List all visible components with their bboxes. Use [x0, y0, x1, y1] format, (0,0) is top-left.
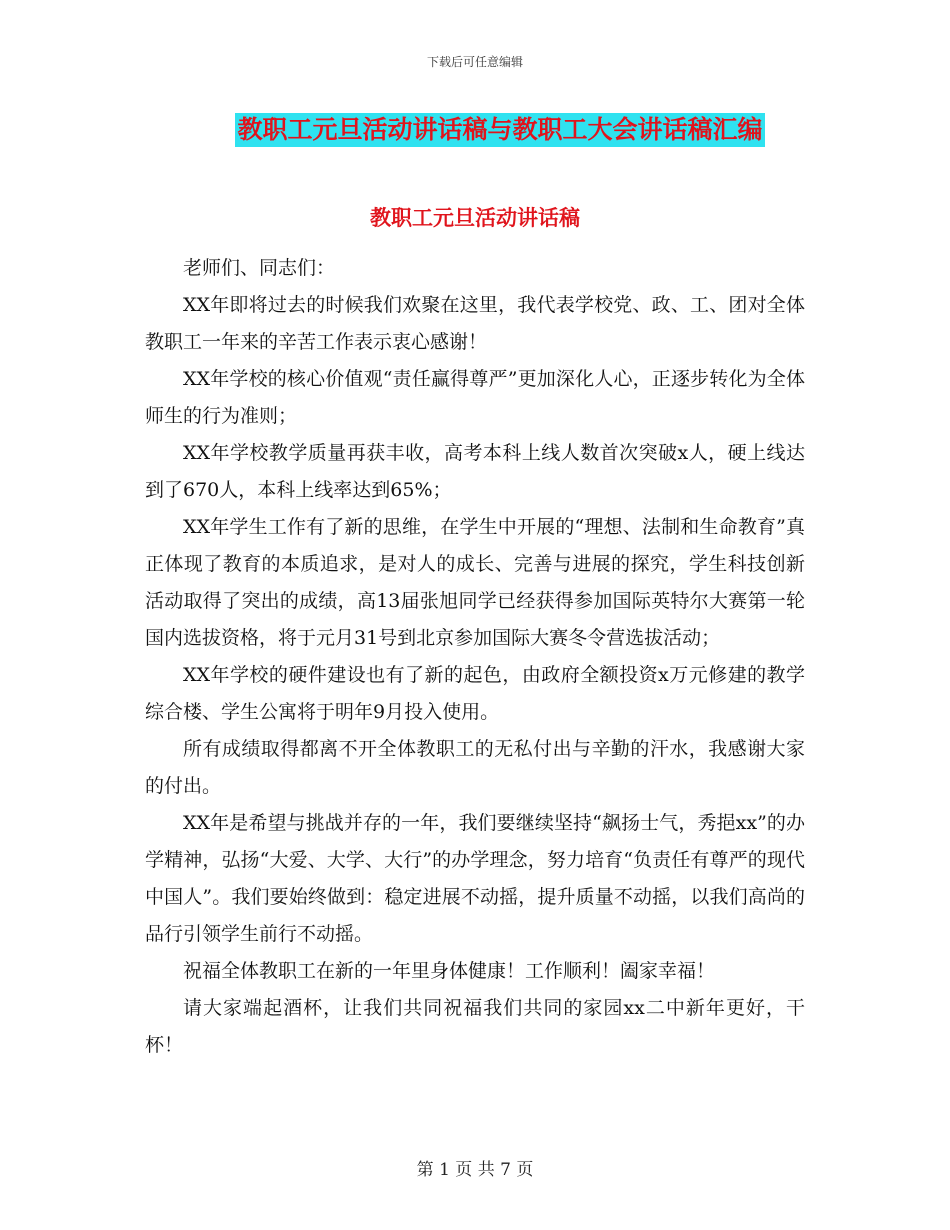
body-paragraph: XX年是希望与挑战并存的一年，我们要继续坚持“飙扬士气，秀挹xx”的办学精神，弘扬“大爱、大学、大行”的办学理念，努力培育“负责任有尊严的现代中国人”。我们要始终做到：稳定进展不动摇，提升质量不动摇，以我们高尚的品行引领学生前行不动摇。 — [145, 812, 805, 945]
page-number-footer: 第 1 页 共 7 页 — [416, 1160, 534, 1180]
body-paragraph: XX年学校的硬件建设也有了新的起色，由政府全额投资x万元修建的教学综合楼、学生公寓将于明年9月投入使用。 — [145, 664, 805, 723]
body-paragraph: XX年学校的核心价值观“责任赢得尊严”更加深化人心，正逐步转化为全体师生的行为准则； — [145, 368, 805, 427]
document-main-title: 教职工元旦活动讲话稿与教职工大会讲话稿汇编 — [235, 113, 764, 147]
body-paragraph: XX年学生工作有了新的思维，在学生中开展的“理想、法制和生命教育”真正体现了教育的本质追求，是对人的成长、完善与进展的探究，学生科技创新活动取得了突出的成绩，高13届张旭同学已经获得参加国际英特尔大赛第一轮国内选拔资格，将于元月31号到北京参加国际大赛冬令营选拔活动； — [145, 516, 805, 649]
body-paragraph: 祝福全体教职工在新的一年里身体健康！工作顺利！阖家幸福！ — [183, 960, 716, 982]
main-title-container — [0, 113, 950, 147]
section-title: 教职工元旦活动讲话稿 — [370, 206, 580, 230]
salutation-paragraph: 老师们、同志们： — [183, 257, 336, 279]
document-body — [145, 250, 805, 1064]
body-paragraph: XX年学校教学质量再获丰收，高考本科上线人数首次突破x人，硬上线达到了670人，本科上线率达到65%； — [145, 442, 805, 501]
closing-paragraph: 请大家端起酒杯，让我们共同祝福我们共同的家园xx二中新年更好，干杯！ — [145, 997, 805, 1056]
body-paragraph: 所有成绩取得都离不开全体教职工的无私付出与辛勤的汗水，我感谢大家的付出。 — [145, 738, 805, 797]
body-paragraph: XX年即将过去的时候我们欢聚在这里，我代表学校党、政、工、团对全体教职工一年来的辛苦工作表示衷心感谢！ — [145, 294, 805, 353]
header-note: 下载后可任意编辑 — [426, 55, 523, 69]
